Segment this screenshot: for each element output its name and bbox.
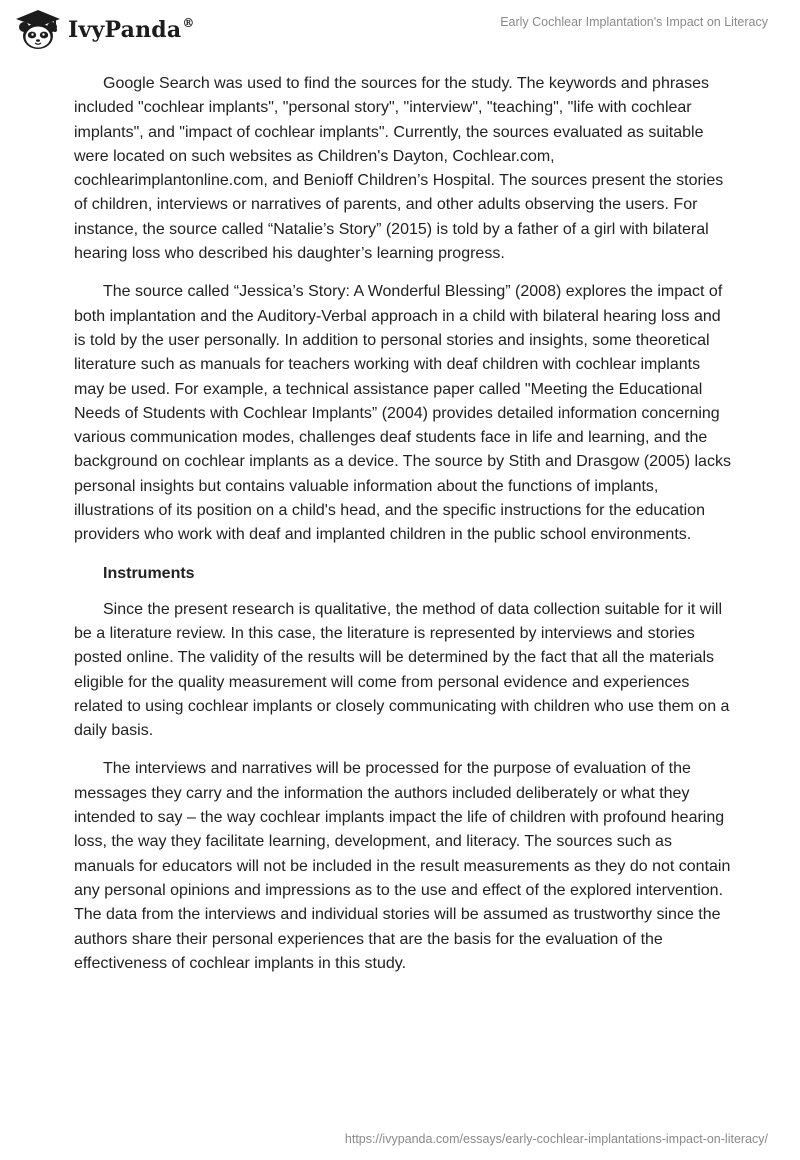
source-url[interactable]: https://ivypanda.com/essays/early-cochlear-implantations-impact-on-literacy/: [344, 1132, 768, 1146]
brand-name: [68, 17, 195, 43]
paragraph-data-collection: Since the present research is qualitative, the method of data collection suitable for it will be a literature review. In this case, the literature is represented by interviews and stories posted online. The validity of the results will be determined by the fact that all the materials eligible for the quality measurement will come from personal evidence and experiences related to using cochlear implants or closely communicating with children who use them on a daily basis.: [74, 600, 730, 740]
registered-mark: ®: [182, 15, 195, 30]
panda-graduate-icon: [14, 8, 62, 52]
section-heading-instruments: Instruments: [103, 564, 195, 582]
brand-logo[interactable]: [14, 8, 195, 52]
document-title: Early Cochlear Implantation's Impact on Literacy: [500, 15, 768, 29]
paragraph-search-sources: Google Search was used to find the sources for the study. The keywords and phrases included "cochlear implants", "personal story", "interview", "teaching", "life with cochlear implants", and "impact of cochlear implants". Currently, the sources evaluated as suitable were located on such websites as Children's Dayton, Cochlear.com, cochlearimplantonline.com, and Benioff Children’s Hospital. The sources present the stories of children, interviews or narratives of parents, and other adults observing the users. For instance, the source called “Natalie’s Story” (2015) is told by a father of a girl with bilateral hearing loss who described his daughter’s learning progress.: [74, 75, 724, 263]
paragraph-interview-processing: The interviews and narratives will be processed for the purpose of evaluation of the messages they carry and the information the authors included deliberately or what they intended to say – the way cochlear implants impact the life of children with profound hearing loss, the way they facilitate learning, development, and literacy. The sources such as manuals for educators will not be included in the result measurements as they do not contain any personal opinions and impressions as to the use and effect of the explored intervention. The data from the interviews and individual stories will be assumed as trustworthy since the authors share their personal experiences that are the basis for the evaluation of the effectiveness of cochlear implants in this study.: [74, 760, 731, 972]
paragraph-jessica-story: The source called “Jessica’s Story: A Wonderful Blessing” (2008) explores the impact of both implantation and the Auditory-Verbal approach in a child with bilateral hearing loss and is told by the user personally. In addition to personal stories and insights, some theoretical literature such as manuals for teachers working with deaf children with cochlear implants may be used. For example, a technical assistance paper called "Meeting the Educational Needs of Students with Cochlear Implants” (2004) provides detailed information concerning various communication modes, challenges deaf students face in life and learning, and the background on cochlear implants as a device. The source by Stith and Drasgow (2005) lacks personal insights but contains valuable information about the functions of implants, illustrations of its position on a child's head, and the specific instructions for the education providers who work with deaf and implanted children in the public school environments.: [74, 283, 731, 544]
page-header: [0, 0, 800, 60]
brand-name-text: IvyPanda: [68, 17, 182, 43]
essay-body: [74, 72, 734, 990]
